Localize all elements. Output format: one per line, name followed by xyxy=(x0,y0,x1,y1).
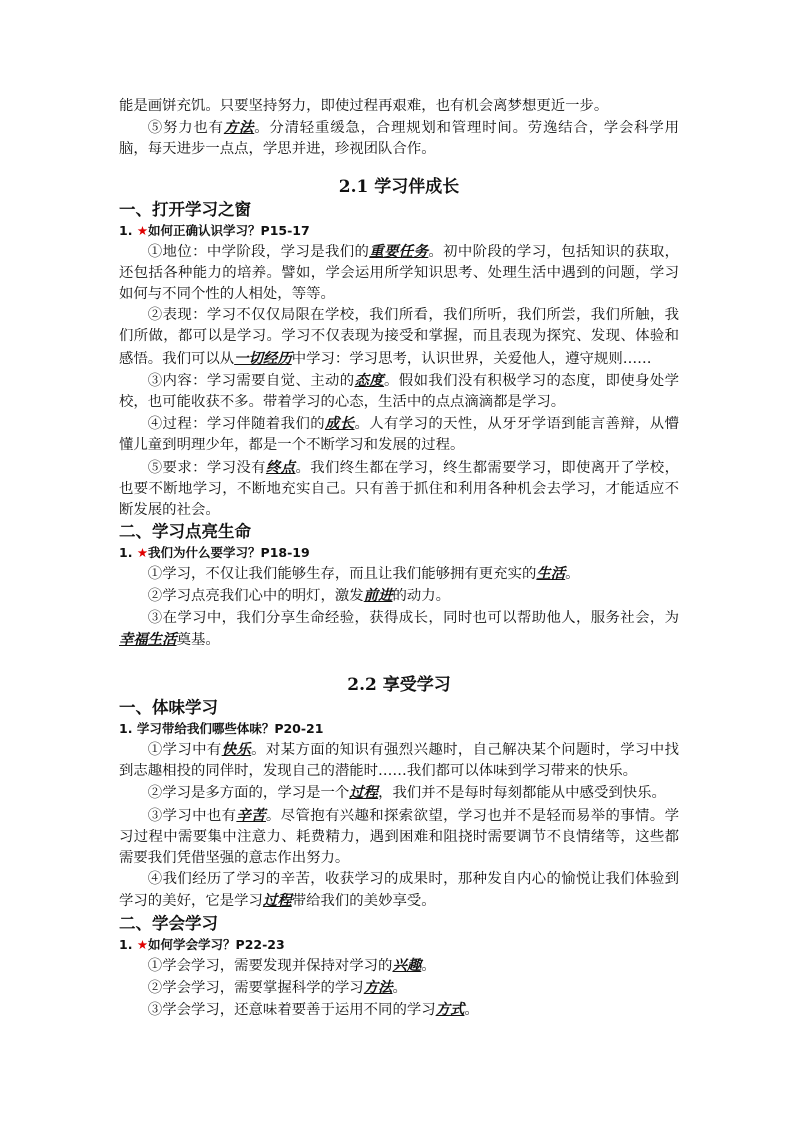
keyword: 过程 xyxy=(349,784,379,802)
keyword: 快乐 xyxy=(221,741,252,759)
document-page xyxy=(119,96,679,1021)
keyword: 生活 xyxy=(536,565,566,583)
paragraph xyxy=(119,955,679,977)
paragraph xyxy=(119,608,679,651)
keyword: 态度 xyxy=(354,371,385,389)
text-run: ③学习中也有 xyxy=(147,807,237,824)
text-run: ②学习是多方面的，学习是一个 xyxy=(147,785,350,802)
question-text: 如何正确认识学习？P15-17 xyxy=(148,222,310,238)
keyword: 过程 xyxy=(262,892,292,910)
text-run: 。 xyxy=(464,1002,479,1019)
paragraph xyxy=(119,370,679,413)
text-run: ②学习点亮我们心中的明灯，激发 xyxy=(147,588,364,605)
heading-level-1: 二、学习点亮生命 xyxy=(119,522,251,542)
heading-level-1: 一、体味学习 xyxy=(119,698,218,718)
question-heading xyxy=(119,719,679,739)
text-run: 能是画饼充饥。只要坚持努力，即使过程再艰难，也有机会离梦想更近一步。 xyxy=(119,98,609,114)
text-run: ②学会学习，需要掌握科学的学习 xyxy=(147,979,364,996)
text-run: 。分清轻重缓急，合理规划和管理时间。劳逸结合，学会科学用脑，每天进步一点点，学思并进，珍视团队合作。 xyxy=(119,120,679,158)
question-number: 1. xyxy=(119,721,137,737)
text-run: ①地位：中学阶段，学习是我们的 xyxy=(147,243,370,260)
question-heading xyxy=(119,935,679,955)
question-heading xyxy=(119,221,679,241)
keyword: 方法 xyxy=(363,978,393,996)
text-run: 的动力。 xyxy=(392,588,451,605)
paragraph xyxy=(119,241,679,306)
star-icon: ★ xyxy=(136,222,149,238)
paragraph xyxy=(119,585,679,607)
text-run: ②表现：学习不仅仅局限在学校，我们所看，我们所听，我们所尝，我们所触，我们所做，都可以是学习。学习不仅表现为接受和掌握，而且表现为探究、发现、体验和感悟。我们可以从 xyxy=(119,307,679,367)
text-run: 。假如我们没有积极学习的态度，即使身处学校，也可能收获不多。带着学习的心态，生活中的点点滴滴都是学习。 xyxy=(119,372,679,411)
keyword: 兴趣 xyxy=(392,956,422,974)
paragraph xyxy=(119,117,679,160)
text-run: ①学会学习，需要发现并保持对学习的 xyxy=(147,957,393,974)
text-run: 。我们终生都在学习，终生都需要学习，即使离开了学校，也要不断地学习，不断地充实自己。只有善于抓住和利用各种机会去学习，才能适应不断发展的社会。 xyxy=(119,459,679,519)
paragraph xyxy=(119,869,679,912)
text-run: ⑤努力也有 xyxy=(147,120,224,137)
paragraph xyxy=(119,563,679,585)
text-run: ③在学习中，我们分享生命经验，获得成长，同时也可以帮助他人，服务社会，为 xyxy=(147,609,679,626)
text-run: ⑤要求：学习没有 xyxy=(147,459,266,476)
question-text: 我们为什么要学习？P18-19 xyxy=(148,545,310,561)
paragraph xyxy=(119,413,679,456)
text-run: ④我们经历了学习的辛苦，收获学习的成果时，那种发自内心的愉悦让我们体验到学习的美好，它是学习 xyxy=(119,871,679,910)
spacer xyxy=(119,651,679,673)
paragraph xyxy=(119,96,679,117)
question-number: 1. xyxy=(119,222,137,238)
keyword: 成长 xyxy=(324,415,355,433)
text-run: ③学会学习，还意味着要善于运用不同的学习 xyxy=(147,1002,436,1019)
text-run: ①学习，不仅让我们能够生存，而且让我们能够拥有更充实的 xyxy=(147,566,537,583)
question-number: 1. xyxy=(119,936,137,952)
section-title: 2.1 学习伴成长 xyxy=(338,176,460,197)
keyword: 重要任务 xyxy=(369,242,429,260)
star-icon: ★ xyxy=(136,545,149,561)
text-run: 带给我们的美妙享受。 xyxy=(291,893,436,910)
text-run: 。对某方面的知识有强烈兴趣时，自己解决某个问题时，学习中找到志趣相投的同伴时，发现自己的潜能时……我们都可以体味到学习带来的快乐。 xyxy=(119,742,679,780)
heading-level-1: 一、打开学习之窗 xyxy=(119,199,251,219)
question-heading xyxy=(119,543,679,563)
section-title: 2.2 享受学习 xyxy=(347,675,451,696)
text-run: 。 xyxy=(565,566,580,583)
paragraph xyxy=(119,782,679,804)
text-run: ③内容：学习需要自觉、主动的 xyxy=(147,372,355,389)
paragraph xyxy=(119,999,679,1021)
question-text: 如何学会学习？P22-23 xyxy=(148,936,285,952)
text-run: ①学习中有 xyxy=(147,742,222,759)
star-icon: ★ xyxy=(136,936,149,952)
keyword: 终点 xyxy=(265,458,296,476)
text-run: 。初中阶段的学习，包括知识的获取，还包括各种能力的培养。譬如，学会运用所学知识思考、处理生活中遇到的问题，学习如何与不同个性的人相处，等等。 xyxy=(119,243,679,303)
heading-level-1: 二、学会学习 xyxy=(119,913,218,933)
question-number: 1. xyxy=(119,545,137,561)
keyword: 一切经历 xyxy=(234,349,292,367)
paragraph xyxy=(119,805,679,870)
text-run: 奠基。 xyxy=(176,631,220,648)
text-run: ，我们并不是每时每刻都能从中感受到快乐。 xyxy=(378,785,666,802)
keyword: 辛苦 xyxy=(236,806,266,824)
paragraph xyxy=(119,739,679,782)
spacer xyxy=(119,161,679,175)
paragraph xyxy=(119,305,679,370)
keyword: 方式 xyxy=(435,1001,465,1019)
paragraph xyxy=(119,457,679,522)
keyword: 方法 xyxy=(223,119,255,137)
keyword: 前进 xyxy=(363,587,393,605)
question-text: 学习带给我们哪些体味？P20-21 xyxy=(136,721,324,737)
keyword: 幸福生活 xyxy=(119,630,177,648)
text-run: 。 xyxy=(421,957,436,974)
text-run: 。 xyxy=(392,979,407,996)
text-run: 。尽管抱有兴趣和探索欲望，学习也并不是轻而易举的事情。学习过程中需要集中注意力、耗费精力，遇到困难和阻挠时需要调节不良情绪等，这些都需要我们凭借坚强的意志作出努力。 xyxy=(119,807,679,867)
text-run: 中学习：学习思考，认识世界，关爱他人，遵守规则…… xyxy=(291,350,652,367)
text-run: ④过程：学习伴随着我们的 xyxy=(147,416,325,433)
text-run: 。人有学习的天性，从牙牙学语到能言善辩，从懵懂儿童到明理少年，都是一个不断学习和发展的过程。 xyxy=(119,416,679,454)
paragraph xyxy=(119,977,679,999)
